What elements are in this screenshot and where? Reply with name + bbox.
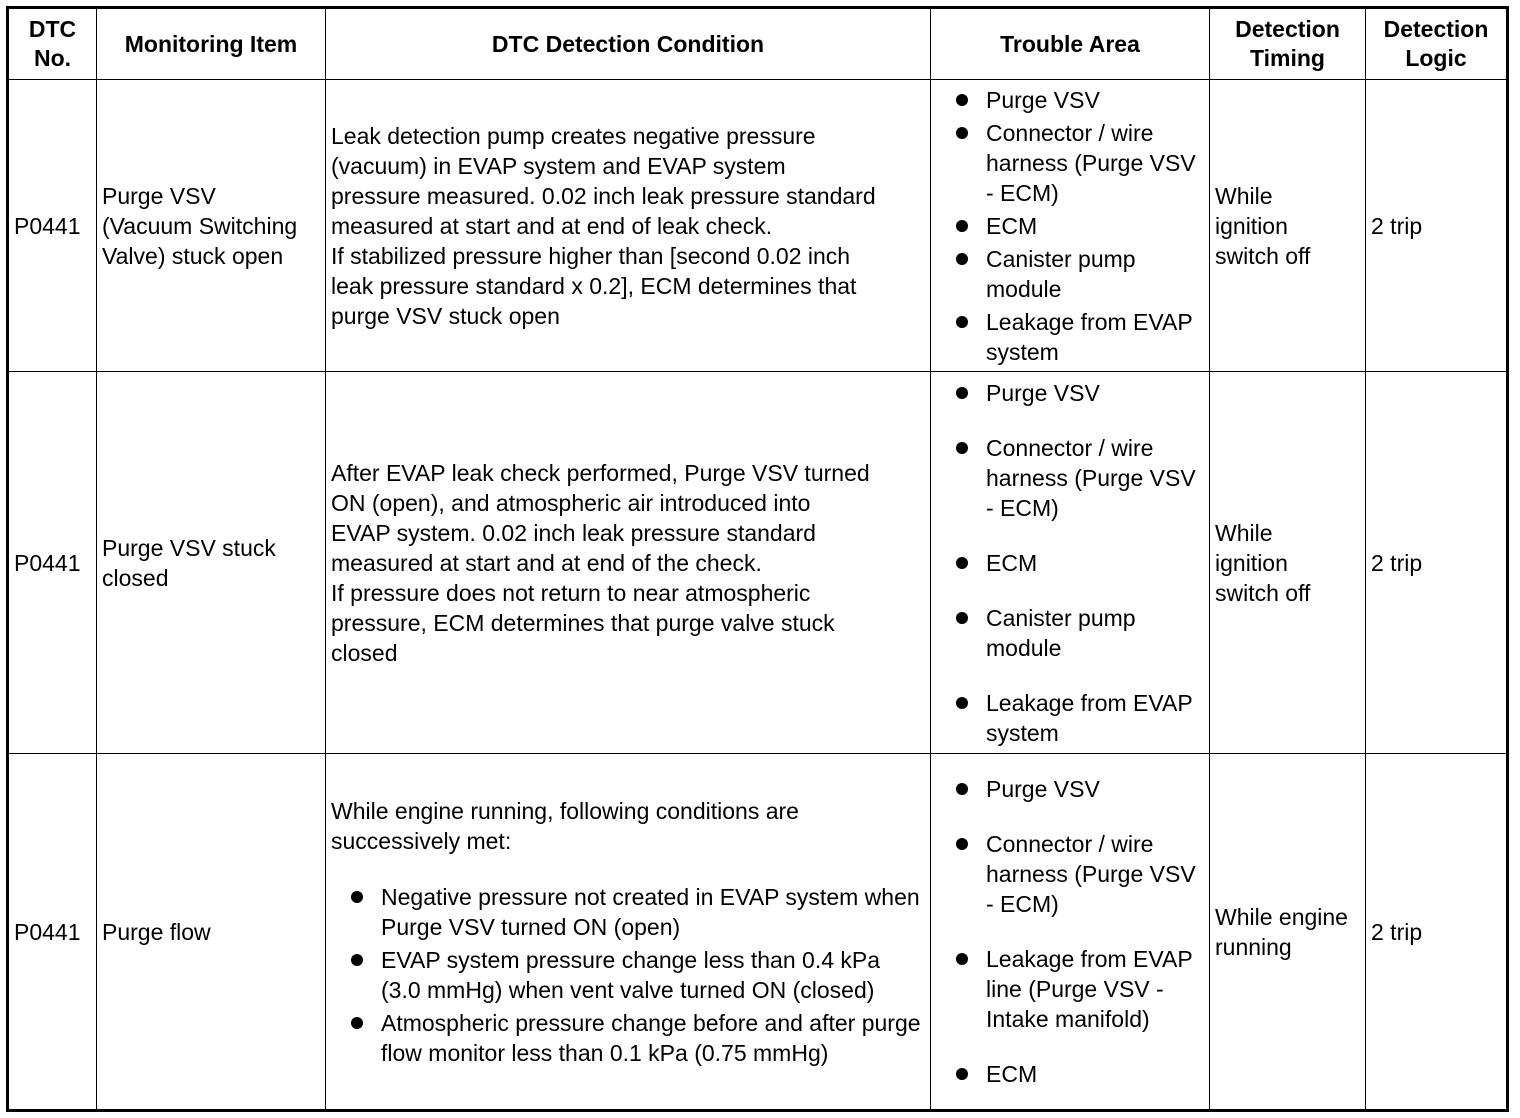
detection-timing-cell: While ignition switch off (1210, 80, 1366, 372)
trouble-area-list (936, 378, 1204, 748)
condition-intro: While engine running, following conditions are successively met: (331, 797, 799, 854)
table-header (8, 8, 1508, 80)
list-item: Connector / wire harness (Purge VSV - ECM) (936, 433, 1204, 523)
trouble-area-cell (931, 80, 1210, 372)
list-item: Leakage from EVAP system (936, 688, 1204, 748)
list-item: Atmospheric pressure change before and after purge flow monitor less than 0.1 kPa (0.75 mmHg) (331, 1008, 925, 1068)
trouble-area-list (936, 774, 1204, 1089)
detection-logic-cell: 2 trip (1366, 80, 1508, 372)
dtc-code-cell: P0441 (8, 80, 97, 372)
monitoring-item-cell: Purge VSV (Vacuum Switching Valve) stuck open (97, 80, 326, 372)
trouble-area-list (936, 85, 1204, 367)
trouble-area-cell (931, 372, 1210, 754)
detection-timing-cell: While ignition switch off (1210, 372, 1366, 754)
list-item: ECM (936, 211, 1204, 241)
list-item: Purge VSV (936, 378, 1204, 408)
detection-logic-cell: 2 trip (1366, 372, 1508, 754)
detection-condition-cell: After EVAP leak check performed, Purge VSV turned ON (open), and atmospheric air introduced into EVAP system. 0.02 inch leak pressure standard measured at start and at end of the check. If pressure does not return to near atmospheric pressure, ECM determines that purge valve stuck closed (326, 372, 931, 754)
header-detection-condition: DTC Detection Condition (326, 8, 931, 80)
condition-list (331, 882, 925, 1068)
header-dtc-no: DTC No. (8, 8, 97, 80)
list-item: Purge VSV (936, 85, 1204, 115)
list-item: Purge VSV (936, 774, 1204, 804)
dtc-table (6, 6, 1509, 1112)
detection-logic-cell: 2 trip (1366, 754, 1508, 1111)
list-item: Negative pressure not created in EVAP system when Purge VSV turned ON (open) (331, 882, 925, 942)
detection-timing-cell: While engine running (1210, 754, 1366, 1111)
list-item: Connector / wire harness (Purge VSV - ECM) (936, 118, 1204, 208)
header-trouble-area: Trouble Area (931, 8, 1210, 80)
list-item: Canister pump module (936, 244, 1204, 304)
list-item: Leakage from EVAP line (Purge VSV - Intake manifold) (936, 944, 1204, 1034)
table-row (8, 80, 1508, 372)
trouble-area-cell (931, 754, 1210, 1111)
table-row (8, 372, 1508, 754)
header-row (8, 8, 1508, 80)
list-item: ECM (936, 548, 1204, 578)
list-item: EVAP system pressure change less than 0.4 kPa (3.0 mmHg) when vent valve turned ON (closed) (331, 945, 925, 1005)
list-item: Leakage from EVAP system (936, 307, 1204, 367)
table-row (8, 754, 1508, 1111)
monitoring-item-cell: Purge VSV stuck closed (97, 372, 326, 754)
header-detection-logic: Detection Logic (1366, 8, 1508, 80)
monitoring-item-cell: Purge flow (97, 754, 326, 1111)
list-item: Connector / wire harness (Purge VSV - ECM) (936, 829, 1204, 919)
detection-condition-cell (326, 754, 931, 1111)
header-monitoring-item: Monitoring Item (97, 8, 326, 80)
header-detection-timing: Detection Timing (1210, 8, 1366, 80)
detection-condition-cell: Leak detection pump creates negative pressure (vacuum) in EVAP system and EVAP system pressure measured. 0.02 inch leak pressure standard measured at start and at end of leak check. If stabilized pressure higher than [second 0.02 inch leak pressure standard x 0.2], ECM determines that purge VSV stuck open (326, 80, 931, 372)
dtc-code-cell: P0441 (8, 754, 97, 1111)
dtc-code-cell: P0441 (8, 372, 97, 754)
list-item: ECM (936, 1059, 1204, 1089)
list-item: Canister pump module (936, 603, 1204, 663)
